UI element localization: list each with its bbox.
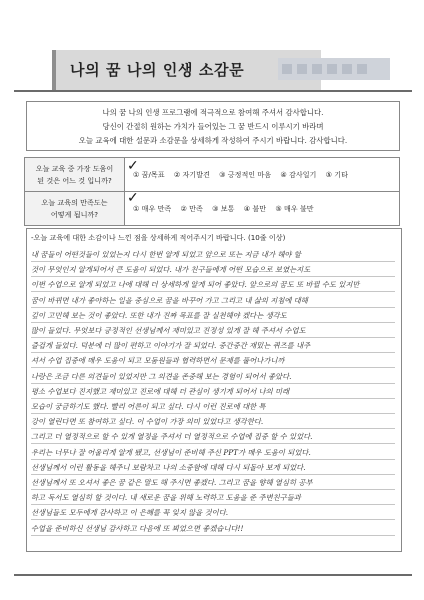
comment-line: 것이 무엇인지 알게되어서 큰 도움이 되었다. 내가 친구들에게 어떤 모습으로 보였는지도 (31, 263, 395, 277)
intro-line-2: 당신이 간절히 원하는 가치가 들어있는 그 꿈 반드시 이루시기 바라며 (102, 122, 324, 131)
comments-prompt: -오늘 교육에 대한 소감이나 느낀 점을 상세하게 적어주시기 바랍니다. (10줄 이상) (31, 233, 286, 242)
option-satisfied[interactable]: ② 만족 (180, 203, 203, 213)
intro-line-3: 오늘 교육에 대한 설문과 소감문을 상세하게 작성하여 주시기 바랍니다. 감사합니다. (78, 136, 348, 145)
comment-line: 모습이 궁금하기도 했다. 빨리 어른이 되고 싶다. 다시 이런 진로에 대한 특 (31, 400, 395, 414)
question-line: 오늘 교육의 만족도는 (41, 197, 108, 207)
comment-line: 평소 수업보다 진지했고 재미있고 진로에 대해 더 관심이 생기게 되어서 나의 미래 (31, 385, 395, 399)
option-other[interactable]: ⑤ 기타 (325, 169, 348, 179)
survey-row-satisfaction (25, 192, 400, 226)
intro-box (26, 101, 400, 151)
question-line: 오늘 교육 중 가장 도움이 (35, 163, 114, 173)
comment-line: 그리고 더 열정적으로 할 수 있게 열정을 주셔서 더 열정적으로 수업에 집중 할 수 있었다. (31, 430, 395, 444)
redacted-name-box (278, 58, 390, 80)
options-satisfaction[interactable] (125, 192, 400, 226)
options-helpful[interactable] (125, 158, 400, 192)
comment-line: 즐겁게 들었다. 덕분에 더 많이 편하고 이야기가 잘 되었다. 중간중간 재밌는 퀴즈를 내주 (31, 339, 395, 353)
question-line: 된 것은 어느 것 입니까? (37, 175, 112, 185)
comment-line: 강이 열린다면 또 참여하고 싶다. 이 수업이 가장 의미 있었다고 생각한다. (31, 415, 395, 429)
option-gratitude-diary[interactable]: ④ 감사일기 (280, 169, 317, 179)
option-dissatisfied[interactable]: ④ 불만 (243, 203, 267, 213)
question-satisfaction (25, 192, 125, 226)
option-positive-mind[interactable]: ③ 긍정적인 마음 (219, 169, 272, 179)
option-neutral[interactable]: ③ 보통 (212, 203, 235, 213)
option-very-dissatisfied[interactable]: ⑤ 매우 불만 (275, 203, 314, 213)
comment-line: 많이 들었다. 무엇보다 긍정적인 선생님께서 재미있고 진정성 있게 잘 해 주셔서 수업도 (31, 324, 395, 338)
comment-line: 내 꿈들이 어떤것들이 있었는지 다시 한번 알게 되었고 앞으로 또는 지금 내가 해야 할 (31, 248, 395, 262)
survey-table (24, 157, 400, 226)
comment-line: 수업을 준비하신 선생님 감사하고 다음에 또 뵈었으면 좋겠습니다!! (31, 522, 395, 536)
comment-line: 하고 독서도 열심히 할 것이다. 내 새로운 꿈을 위해 노력하고 도움을 준 주변친구들과 (31, 491, 395, 505)
comments-box[interactable] (26, 228, 402, 552)
comment-line: 셔서 수업 집중에 매우 도움이 되고 모둠원들과 협력하면서 문제를 풀어나가니까 (31, 354, 395, 368)
comment-line: 이번 수업으로 알게 되었고 나에 대해 더 상세하게 알게 되어 좋았다. 앞으로의 꿈도 또 바뀔 수도 있지만 (31, 278, 395, 292)
bottom-rule (14, 574, 412, 576)
survey-row-helpful (25, 158, 400, 192)
comment-line: 선생님들도 모두에게 감사하고 이 은혜를 꼭 잊지 않을 것이다. (31, 506, 395, 520)
option-self-discovery[interactable]: ② 자기발견 (173, 169, 210, 179)
comment-line: 선생님께서 이런 활동을 해주니 보람차고 나의 소중함에 대해 다시 되돌아 보게 되었다. (31, 461, 395, 475)
option-dream-goal[interactable]: ① 꿈/목표 (133, 169, 165, 179)
question-line: 어떻게 됩니까? (50, 209, 99, 219)
question-helpful (25, 158, 125, 192)
checkmark-icon: ✓ (127, 190, 139, 206)
comment-line: 꿈이 바뀌면 내가 좋아하는 일을 중심으로 꿈을 바꾸어 가고 그리고 내 삶의 지침에 대해 (31, 294, 395, 308)
page-title: 나의 꿈 나의 인생 소감문 (70, 61, 245, 79)
option-very-satisfied[interactable]: ① 매우 만족 (133, 203, 172, 213)
intro-line-1: 나의 꿈 나의 인생 프로그램에 적극적으로 참여해 주셔서 감사합니다. (102, 108, 324, 117)
comment-line: 나랑은 조금 다른 의견들이 있었지만 그 의견을 존중해 보는 경험이 되어서 좋았다. (31, 370, 395, 384)
comment-line: 깊이 고민해 보는 것이 좋았다. 또한 내가 진짜 목표를 잘 실천해야 겠다는 생각도 (31, 309, 395, 323)
checkmark-icon: ✓ (127, 158, 139, 174)
comment-line: 우리는 너무나 잘 어울리게 알게 됐고, 선생님이 준비해 주신 PPT가 매우 도움이 되었다. (31, 446, 395, 460)
comment-line: 선생님께서 또 오셔서 좋은 꿈 같은 말도 해 주시면 좋겠다. 그리고 꿈을 향해 열심히 공부 (31, 476, 395, 490)
